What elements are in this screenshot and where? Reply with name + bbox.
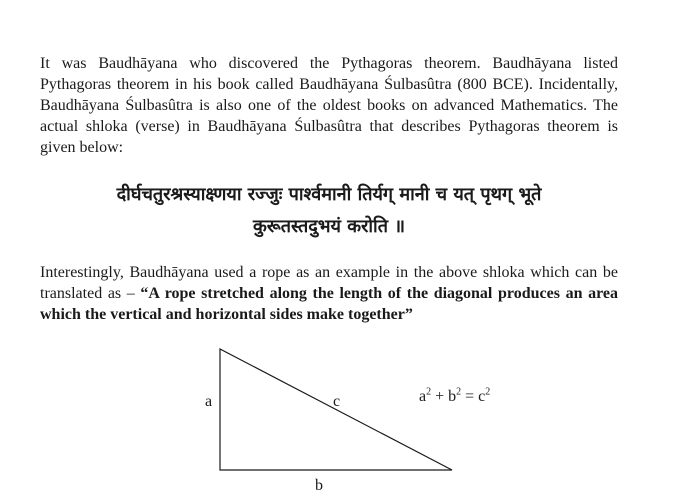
side-a-label: a: [205, 393, 213, 410]
right-triangle-diagram: [0, 340, 689, 496]
formula-b-exponent: 2: [456, 386, 462, 398]
pythagoras-formula: [419, 387, 490, 407]
side-b-label: b: [315, 477, 323, 494]
side-c-label: c: [333, 393, 341, 410]
intro-paragraph: It was Baudhāyana who discovered the Pythagoras theorem. Baudhāyana listed Pythagoras theorem in his book called Baudhāyana Śulbasûtra (800 BCE). Incidentally, Baudhāyana Śulbasûtra is also one of the oldest books on advanced Mathematics. The actual shloka (verse) in Baudhāyana Śulbasûtra that describes Pythagoras theorem is given below:: [40, 55, 618, 156]
translation-paragraph: [40, 262, 618, 325]
shloka-line-2: कुरूतस्तदुभयं करोति ॥: [252, 216, 406, 237]
shloka-line-1: दीर्घचतुरश्रस्याक्ष्णया रज्जुः पार्श्वमानी तिर्यग् मानी च यत् पृथग् भूते: [116, 184, 542, 205]
formula-c: c: [478, 388, 486, 405]
formula-b: b: [448, 388, 457, 405]
formula-a: a: [419, 388, 427, 405]
formula-c-exponent: 2: [485, 386, 491, 398]
formula-plus: +: [435, 388, 445, 405]
formula-equals: =: [465, 388, 475, 405]
formula-a-exponent: 2: [426, 386, 432, 398]
translation-quote: “A rope stretched along the length of the diagonal produces an area which the vertical and horizontal sides make together”: [40, 285, 618, 323]
translation-intro: Interestingly, Baudhāyana used a rope as an example in the above shloka which can be translated as –: [40, 264, 618, 302]
